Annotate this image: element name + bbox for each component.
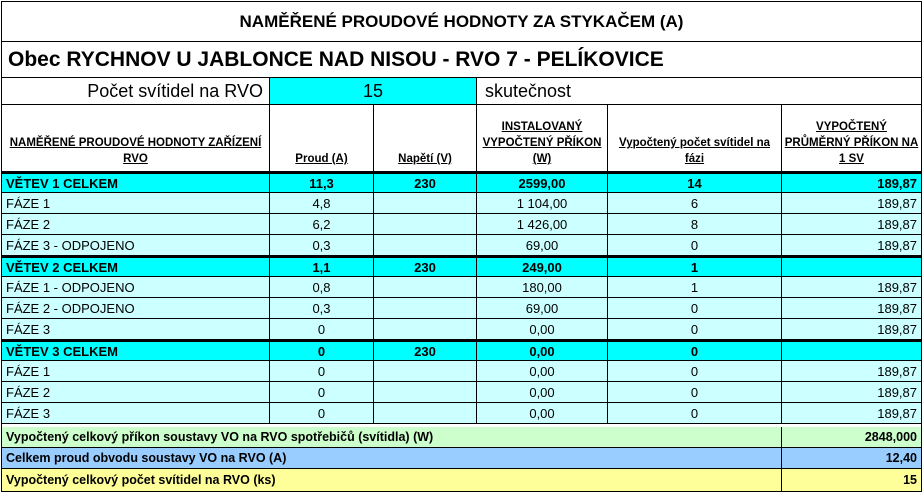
row-avg-power[interactable]: 189,87	[782, 319, 921, 340]
row-current[interactable]: 0	[270, 342, 374, 361]
summary-total-current-label[interactable]: Celkem proud obvodu soustavy VO na RVO (A)	[2, 448, 782, 469]
row-voltage[interactable]: 230	[374, 174, 477, 193]
title-row	[2, 2, 921, 42]
row-avg-power[interactable]: 189,87	[782, 403, 921, 424]
phase-row	[2, 214, 921, 235]
row-avg-power[interactable]	[782, 342, 921, 361]
row-voltage[interactable]	[374, 382, 477, 403]
phase-row	[2, 298, 921, 319]
row-avg-power[interactable]	[782, 258, 921, 277]
row-power[interactable]: 1 104,00	[477, 193, 608, 214]
phase-row	[2, 277, 921, 298]
row-power[interactable]: 1 426,00	[477, 214, 608, 235]
row-avg-power[interactable]: 189,87	[782, 361, 921, 382]
row-lamps[interactable]: 14	[608, 174, 782, 193]
row-lamps[interactable]: 0	[608, 361, 782, 382]
row-current[interactable]: 0,3	[270, 298, 374, 319]
row-voltage[interactable]	[374, 298, 477, 319]
row-voltage[interactable]	[374, 319, 477, 340]
header-avg-power[interactable]: VYPOČTENÝ PRŮMĚRNÝ PŘÍKON NA 1 SV	[782, 105, 921, 172]
row-voltage[interactable]	[374, 214, 477, 235]
header-voltage[interactable]: Napětí (V)	[374, 105, 477, 172]
row-lamps[interactable]: 8	[608, 214, 782, 235]
row-voltage[interactable]	[374, 277, 477, 298]
row-lamps[interactable]: 0	[608, 298, 782, 319]
header-lamps-per-phase[interactable]: Vypočtený počet svítidel na fázi	[608, 105, 782, 172]
row-avg-power[interactable]: 189,87	[782, 235, 921, 256]
row-current[interactable]: 0,8	[270, 277, 374, 298]
header-installed-power[interactable]: INSTALOVANÝ VYPOČTENÝ PŘÍKON (W)	[477, 105, 608, 172]
phase-row	[2, 361, 921, 382]
row-lamps[interactable]: 1	[608, 277, 782, 298]
branch-total-row	[2, 340, 921, 361]
row-voltage[interactable]: 230	[374, 258, 477, 277]
row-lamps[interactable]: 6	[608, 193, 782, 214]
row-avg-power[interactable]: 189,87	[782, 382, 921, 403]
row-current[interactable]: 0,3	[270, 235, 374, 256]
row-name[interactable]: VĚTEV 1 CELKEM	[2, 174, 270, 193]
header-current[interactable]: Proud (A)	[270, 105, 374, 172]
row-avg-power[interactable]: 189,87	[782, 277, 921, 298]
row-power[interactable]: 0,00	[477, 319, 608, 340]
summary-total-lamps-value[interactable]: 15	[903, 473, 917, 487]
summary-total-current-value[interactable]: 12,40	[782, 448, 921, 469]
row-voltage[interactable]: 230	[374, 342, 477, 361]
lamp-count-note[interactable]: skutečnost	[477, 78, 921, 105]
row-lamps[interactable]: 0	[608, 319, 782, 340]
branch-total-row	[2, 256, 921, 277]
phase-row	[2, 235, 921, 256]
row-lamps[interactable]: 0	[608, 403, 782, 424]
phase-row	[2, 403, 921, 424]
row-power[interactable]: 0,00	[477, 342, 608, 361]
row-name[interactable]: VĚTEV 2 CELKEM	[2, 258, 270, 277]
row-lamps[interactable]: 1	[608, 258, 782, 277]
row-name[interactable]: FÁZE 1	[2, 361, 270, 382]
summary-total-current-row	[2, 448, 921, 469]
table-header-row	[2, 105, 921, 172]
row-lamps[interactable]: 0	[608, 342, 782, 361]
row-name[interactable]: FÁZE 2	[2, 382, 270, 403]
row-name[interactable]: FÁZE 1	[2, 193, 270, 214]
row-current[interactable]: 6,2	[270, 214, 374, 235]
row-current[interactable]: 0	[270, 319, 374, 340]
row-lamps[interactable]: 0	[608, 235, 782, 256]
summary-total-lamps-label[interactable]: Vypočtený celkový počet svítidel na RVO (ks)	[2, 469, 782, 491]
subtitle-row	[2, 42, 921, 78]
phase-row	[2, 382, 921, 403]
measurement-sheet	[1, 1, 922, 492]
row-name[interactable]: FÁZE 3 - ODPOJENO	[2, 235, 270, 256]
row-name[interactable]: FÁZE 3	[2, 319, 270, 340]
row-avg-power[interactable]: 189,87	[782, 298, 921, 319]
sheet-subtitle[interactable]: Obec RYCHNOV U JABLONCE NAD NISOU - RVO 7 - PELÍKOVICE	[2, 42, 921, 78]
row-name[interactable]: FÁZE 2 - ODPOJENO	[2, 298, 270, 319]
lamp-count-value[interactable]: 15	[270, 78, 477, 105]
row-name[interactable]: VĚTEV 3 CELKEM	[2, 342, 270, 361]
row-name[interactable]: FÁZE 2	[2, 214, 270, 235]
row-voltage[interactable]	[374, 361, 477, 382]
branch-total-row	[2, 172, 921, 193]
row-voltage[interactable]	[374, 235, 477, 256]
row-power[interactable]: 0,00	[477, 403, 608, 424]
row-power[interactable]: 2599,00	[477, 174, 608, 193]
summary-total-lamps-row	[2, 469, 921, 491]
summary-total-power-row	[2, 427, 921, 448]
summary-total-power-label[interactable]: Vypočtený celkový příkon soustavy VO na RVO spotřebičů (svítidla) (W)	[2, 427, 782, 448]
row-current[interactable]: 4,8	[270, 193, 374, 214]
row-voltage[interactable]	[374, 193, 477, 214]
row-avg-power[interactable]: 189,87	[782, 214, 921, 235]
row-current[interactable]: 1,1	[270, 258, 374, 277]
row-name[interactable]: FÁZE 3	[2, 403, 270, 424]
row-lamps[interactable]: 0	[608, 382, 782, 403]
header-device[interactable]: NAMĚŘENÉ PROUDOVÉ HODNOTY ZAŘÍZENÍ RVO	[2, 105, 270, 172]
row-power[interactable]: 0,00	[477, 361, 608, 382]
lamp-count-label[interactable]: Počet svítidel na RVO	[2, 78, 270, 105]
row-avg-power[interactable]: 189,87	[782, 174, 921, 193]
row-current[interactable]: 11,3	[270, 174, 374, 193]
row-avg-power[interactable]: 189,87	[782, 193, 921, 214]
row-current[interactable]: 0	[270, 382, 374, 403]
row-voltage[interactable]	[374, 403, 477, 424]
row-power[interactable]: 69,00	[477, 298, 608, 319]
sheet-title[interactable]: NAMĚŘENÉ PROUDOVÉ HODNOTY ZA STYKAČEM (A)	[2, 2, 921, 42]
row-power[interactable]: 0,00	[477, 382, 608, 403]
lamp-count-row	[2, 78, 921, 105]
row-current[interactable]: 0	[270, 403, 374, 424]
row-name[interactable]: FÁZE 1 - ODPOJENO	[2, 277, 270, 298]
row-power[interactable]: 69,00	[477, 235, 608, 256]
row-power[interactable]: 249,00	[477, 258, 608, 277]
phase-row	[2, 193, 921, 214]
summary-total-power-value[interactable]: 2848,000	[782, 427, 921, 448]
phase-row	[2, 319, 921, 340]
row-current[interactable]: 0	[270, 361, 374, 382]
row-power[interactable]: 180,00	[477, 277, 608, 298]
